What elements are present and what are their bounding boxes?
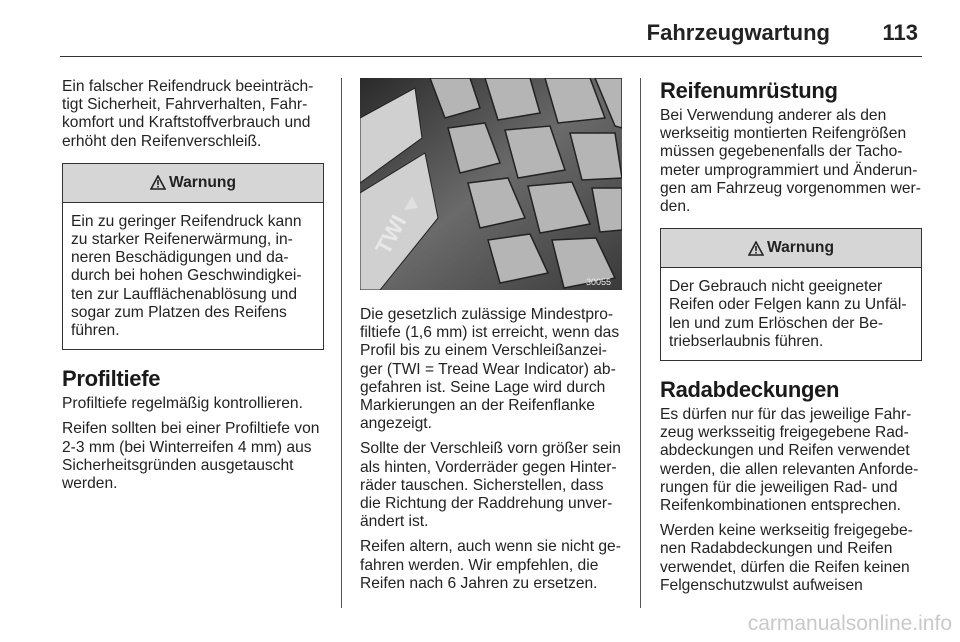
- intro-paragraph: Ein falscher Reifendruck beeinträch-tigt Sicherheit, Fahrverhalten, Fahr-komfort und Kraftstoffverbrauch und erhöht den Reifenverschleiß.: [62, 78, 314, 150]
- column-divider-1: [341, 78, 342, 608]
- paragraph: Die gesetzlich zulässige Mindestpro-filtiefe (1,6 mm) ist erreicht, wenn das Profil bis zu einem Verschleißanzei-ger (TWI = Tread Wear Indicator) ab-gefahren ist. Seine Lage wird durch Markierungen an der Reifenflanke angezeigt.: [360, 306, 620, 433]
- warning-text: Der Gebrauch nicht geeigneter Reifen oder Felgen kann zu Unfäl-len und zum Erlöschen der Be-triebserlaubnis führen.: [669, 278, 907, 350]
- section-title-radabdeckungen: Radabdeckungen: [660, 377, 840, 403]
- warning-text: Ein zu geringer Reifendruck kann zu starker Reifenerwärmung, in-neren Beschädigungen und da-durch bei hohen Geschwindigkei-ten zur Laufflächenablösung und sogar zum Platzen des Reifens führen.: [71, 212, 302, 340]
- watermark: carmanualsonline.info: [747, 612, 952, 635]
- tire-tread-illustration: [360, 78, 622, 290]
- warning-header: [63, 164, 323, 203]
- paragraph: Sollte der Verschleiß vorn größer sein als hinten, Vorderräder gegen Hinter-räder tauschen. Sicherstellen, dass die Richtung der Raddrehung unver-ändert ist.: [360, 440, 621, 531]
- warning-box: [660, 228, 922, 361]
- section-title-reifenumruestung: Reifenumrüstung: [660, 78, 838, 103]
- chapter-title: Fahrzeugwartung: [646, 20, 830, 45]
- warning-header: [661, 229, 921, 268]
- paragraph: Reifen altern, auch wenn sie nicht ge-fahren werden. Wir empfehlen, die Reifen nach 6 Jahren zu ersetzen.: [360, 538, 621, 592]
- section-title-profiltiefe: Profiltiefe: [62, 366, 161, 392]
- column-left: [62, 78, 324, 500]
- paragraph: Reifen sollten bei einer Profiltiefe von 2-3 mm (bei Winterreifen 4 mm) aus Sicherheitsgründen ausgetauscht werden.: [62, 420, 320, 493]
- column-right: [660, 78, 922, 602]
- warning-label: Warnung: [767, 239, 834, 257]
- warning-label: Warnung: [169, 173, 236, 191]
- column-divider-2: [640, 78, 641, 608]
- page-header: [60, 18, 922, 57]
- paragraph: Profiltiefe regelmäßig kontrollieren.: [62, 395, 303, 413]
- page-number: 113: [882, 20, 918, 45]
- column-middle: [360, 78, 622, 600]
- paragraph: Bei Verwendung anderer als den werkseitig montierten Reifengrößen müssen gegebenenfalls der Tacho-meter umprogrammiert und Änderun-gen am Fahrzeug vorgenommen wer-den.: [660, 107, 921, 216]
- warning-box: [62, 163, 324, 350]
- warning-triangle-icon: [748, 241, 764, 256]
- paragraph: Werden keine werkseitig freigegebe-nen Radabdeckungen und Reifen verwendet, dürfen die Reifen keinen Felgenschutzwulst aufweisen: [660, 522, 913, 594]
- paragraph: Es dürfen nur für das jeweilige Fahr-zeug werksseitig freigegebene Rad-abdeckungen und Reifen verwendet werden, die allen relevanten Anforde-rungen für die jeweiligen Rad- und Reifenkombinationen entsprechen.: [660, 406, 919, 515]
- twi-label: TWI: [370, 211, 412, 259]
- figure-number: 30055: [586, 277, 612, 287]
- warning-triangle-icon: [150, 175, 166, 190]
